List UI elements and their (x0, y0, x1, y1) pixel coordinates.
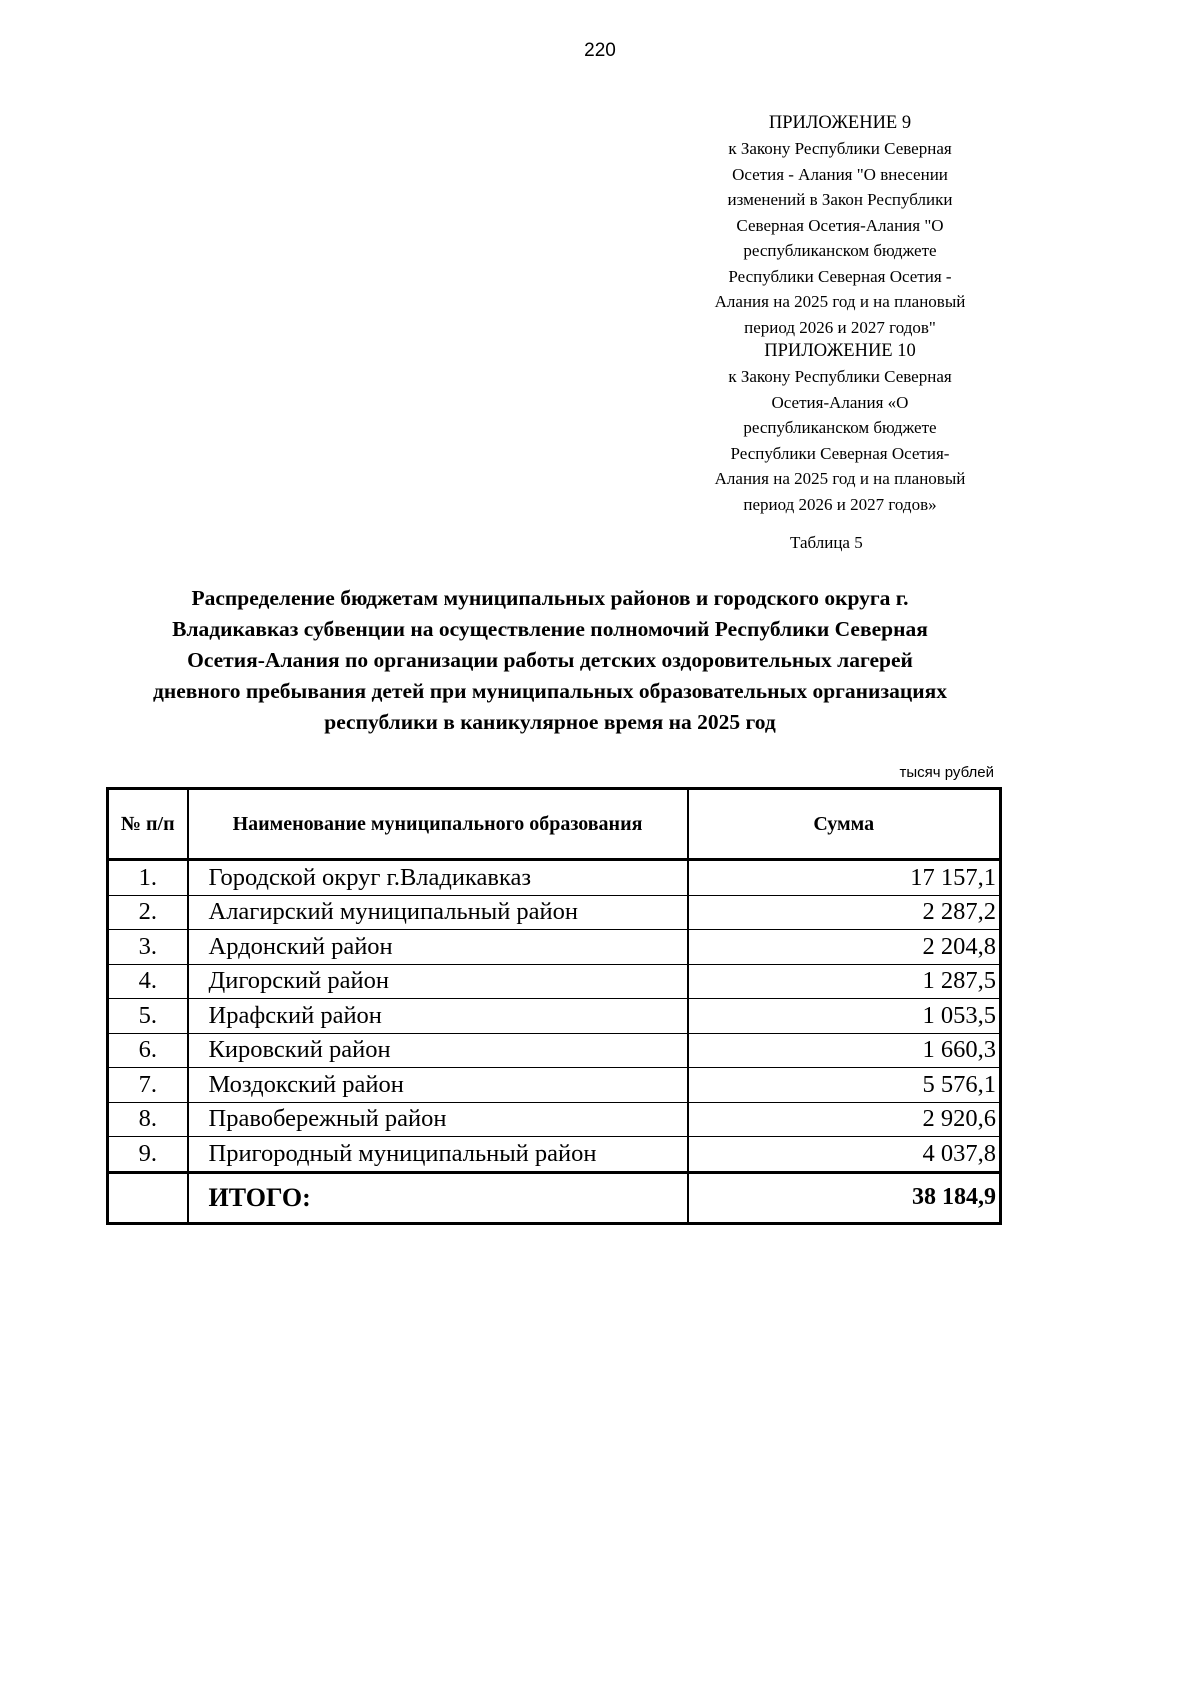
total-amount: 38 184,9 (688, 1172, 1001, 1223)
row-number: 4. (108, 964, 188, 999)
amount: 5 576,1 (688, 1068, 1001, 1103)
title-line: дневного пребывания детей при муниципальных образовательных организациях (153, 679, 947, 703)
row-number: 6. (108, 1033, 188, 1068)
appendix-9-title: ПРИЛОЖЕНИЕ 9 (768, 113, 912, 133)
appendix-10-block (660, 338, 1020, 517)
table-header-row (108, 789, 1001, 860)
municipality-name: Ирафский район (188, 999, 688, 1034)
municipality-name: Алагирский муниципальный район (188, 895, 688, 930)
table-row (108, 860, 1001, 896)
appendix-9-block (660, 110, 1020, 340)
amount: 2 920,6 (688, 1102, 1001, 1137)
municipality-name: Моздокский район (188, 1068, 688, 1103)
amount: 2 287,2 (688, 895, 1001, 930)
appendix-9-line: Осетия - Алания "О внесении (732, 164, 948, 184)
row-number: 2. (108, 895, 188, 930)
appendix-10-line: Алания на 2025 год и на плановый (714, 469, 966, 488)
municipality-name: Дигорский район (188, 964, 688, 999)
title-line: республики в каникулярное время на 2025 год (324, 710, 776, 734)
title-line: Распределение бюджетам муниципальных районов и городского округа г. (191, 586, 909, 610)
appendix-10-title: ПРИЛОЖЕНИЕ 10 (764, 341, 916, 361)
municipality-name: Правобережный район (188, 1102, 688, 1137)
unit-label: тысяч рублей (899, 764, 994, 781)
header-name: Наименование муниципального образования (188, 789, 688, 860)
appendix-10-line: республиканском бюджете (743, 418, 937, 437)
appendix-9-line: Республики Северная Осетия - (728, 266, 952, 286)
table-label: Таблица 5 (790, 533, 863, 552)
appendix-10-line: Осетия-Алания «О (771, 392, 909, 412)
title-line: Владикавказ субвенции на осуществление полномочий Республики Северная (172, 617, 928, 641)
amount: 1 053,5 (688, 999, 1001, 1034)
header-num: № п/п (108, 789, 188, 860)
table-row (108, 1137, 1001, 1173)
header-sum: Сумма (688, 789, 1001, 860)
amount: 17 157,1 (688, 860, 1001, 896)
municipality-name: Ардонский район (188, 930, 688, 965)
appendix-9-line: Алания на 2025 год и на плановый (714, 292, 966, 311)
document-title (100, 583, 1000, 738)
amount: 1 287,5 (688, 964, 1001, 999)
table-row (108, 1102, 1001, 1137)
row-number: 1. (108, 860, 188, 896)
title-line: Осетия-Алания по организации работы детских оздоровительных лагерей (187, 648, 913, 672)
table-row (108, 1068, 1001, 1103)
appendix-9-line: республиканском бюджете (743, 241, 937, 260)
appendix-10-line: Республики Северная Осетия- (730, 443, 950, 463)
municipality-name: Кировский район (188, 1033, 688, 1068)
amount: 2 204,8 (688, 930, 1001, 965)
total-label: ИТОГО: (188, 1172, 688, 1223)
table-row (108, 964, 1001, 999)
table-row (108, 1033, 1001, 1068)
table-row (108, 930, 1001, 965)
appendix-9-line: период 2026 и 2027 годов" (744, 317, 936, 337)
row-number: 9. (108, 1137, 188, 1173)
amount: 4 037,8 (688, 1137, 1001, 1173)
row-number: 8. (108, 1102, 188, 1137)
row-number: 7. (108, 1068, 188, 1103)
appendix-10-line: период 2026 и 2027 годов» (743, 494, 937, 514)
table-row (108, 999, 1001, 1034)
municipality-name: Городской округ г.Владикавказ (188, 860, 688, 896)
table-row (108, 895, 1001, 930)
row-number: 3. (108, 930, 188, 965)
page-number: 220 (584, 40, 616, 61)
appendix-9-line: к Закону Республики Северная (728, 139, 952, 158)
appendix-9-line: Северная Осетия-Алания "О (736, 215, 944, 235)
row-number: 5. (108, 999, 188, 1034)
municipality-name: Пригородный муниципальный район (188, 1137, 688, 1173)
total-row (108, 1172, 1001, 1223)
amount: 1 660,3 (688, 1033, 1001, 1068)
appendix-9-line: изменений в Закон Республики (727, 190, 953, 209)
subsidy-table (106, 787, 1002, 1225)
total-number-cell (108, 1172, 188, 1223)
appendix-10-line: к Закону Республики Северная (728, 367, 952, 386)
table-body (108, 860, 1001, 1224)
